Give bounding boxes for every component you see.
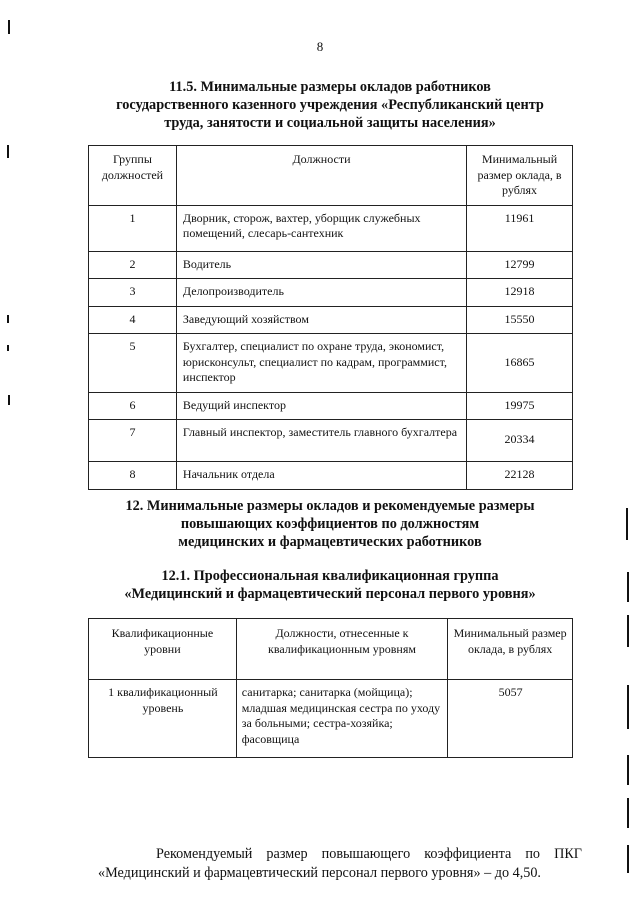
salary-cell: 12918: [467, 279, 573, 307]
section-12-1-title: [60, 567, 600, 603]
salary-cell: 20334: [467, 420, 573, 462]
positions-cell: санитарка; санитарка (мойщица); младшая медицинская сестра по уходу за больными; сестра-хозяйка; фасовщица: [236, 680, 447, 758]
title-line: государственного казенного учреждения «Республиканский центр: [116, 97, 544, 113]
table-row: [89, 279, 573, 307]
title-line: медицинских и фармацевтических работников: [178, 534, 482, 550]
table-row: [89, 306, 573, 334]
scan-mark: [627, 845, 629, 873]
salary-cell: 22128: [467, 462, 573, 490]
table-header-row: [89, 146, 573, 206]
position-cell: Дворник, сторож, вахтер, уборщик служебных помещений, слесарь-сантехник: [176, 205, 466, 251]
scan-mark: [627, 755, 629, 785]
header-groups: Группы должностей: [89, 146, 177, 206]
position-cell: Водитель: [176, 251, 466, 279]
scan-mark: [8, 395, 10, 405]
scan-mark: [7, 345, 9, 351]
table-row: [89, 392, 573, 420]
scan-mark: [627, 685, 629, 729]
position-cell: Начальник отдела: [176, 462, 466, 490]
salary-cell: 19975: [467, 392, 573, 420]
header-levels: Квалификационные уровни: [89, 619, 237, 680]
salary-cell: 16865: [467, 334, 573, 393]
group-cell: 3: [89, 279, 177, 307]
group-cell: 6: [89, 392, 177, 420]
salary-cell: 11961: [467, 205, 573, 251]
table-row: [89, 205, 573, 251]
title-line: «Медицинский и фармацевтический персонал первого уровня»: [124, 586, 536, 602]
scan-mark: [626, 508, 628, 540]
table-row: [89, 334, 573, 393]
scan-mark: [7, 145, 9, 158]
title-line: труда, занятости и социальной защиты населения»: [164, 115, 496, 131]
header-salary: Минимальный размер оклада, в рублях: [467, 146, 573, 206]
section-11-5-title: [60, 78, 600, 132]
header-positions: Должности, отнесенные к квалификационным уровням: [236, 619, 447, 680]
table-row: [89, 462, 573, 490]
header-salary: Минимальный размер оклада, в рублях: [448, 619, 573, 680]
salary-cell: 5057: [448, 680, 573, 758]
salary-table-12-1: [88, 618, 573, 758]
group-cell: 8: [89, 462, 177, 490]
title-line: 12.1. Профессиональная квалификационная группа: [161, 568, 499, 584]
title-line: 12. Минимальные размеры окладов и рекомендуемые размеры: [125, 498, 535, 514]
table-row: [89, 251, 573, 279]
scan-mark: [627, 572, 629, 602]
group-cell: 5: [89, 334, 177, 393]
position-cell: Ведущий инспектор: [176, 392, 466, 420]
level-cell: 1 квалификационный уровень: [89, 680, 237, 758]
position-cell: Делопроизводитель: [176, 279, 466, 307]
section-12-title: [60, 497, 600, 551]
scan-mark: [8, 20, 10, 34]
salary-cell: 12799: [467, 251, 573, 279]
position-cell: Заведующий хозяйством: [176, 306, 466, 334]
salary-table-11-5: [88, 145, 573, 490]
title-line: 11.5. Минимальные размеры окладов работников: [169, 79, 491, 95]
position-cell: Главный инспектор, заместитель главного бухгалтера: [176, 420, 466, 462]
title-line: повышающих коэффициентов по должностям: [180, 516, 480, 532]
table-row: [89, 680, 573, 758]
group-cell: 2: [89, 251, 177, 279]
header-positions: Должности: [176, 146, 466, 206]
position-cell: Бухгалтер, специалист по охране труда, экономист, юрисконсульт, специалист по кадрам, программист, инспектор: [176, 334, 466, 393]
page-number: 8: [316, 39, 324, 54]
recommendation-paragraph: Рекомендуемый размер повышающего коэффициента по ПКГ «Медицинский и фармацевтический персонал первого уровня» – до 4,50.: [98, 846, 582, 881]
salary-cell: 15550: [467, 306, 573, 334]
table-header-row: [89, 619, 573, 680]
scan-mark: [7, 315, 9, 323]
group-cell: 4: [89, 306, 177, 334]
group-cell: 7: [89, 420, 177, 462]
scan-mark: [627, 798, 629, 828]
table-row: [89, 420, 573, 462]
scan-mark: [627, 615, 629, 647]
group-cell: 1: [89, 205, 177, 251]
